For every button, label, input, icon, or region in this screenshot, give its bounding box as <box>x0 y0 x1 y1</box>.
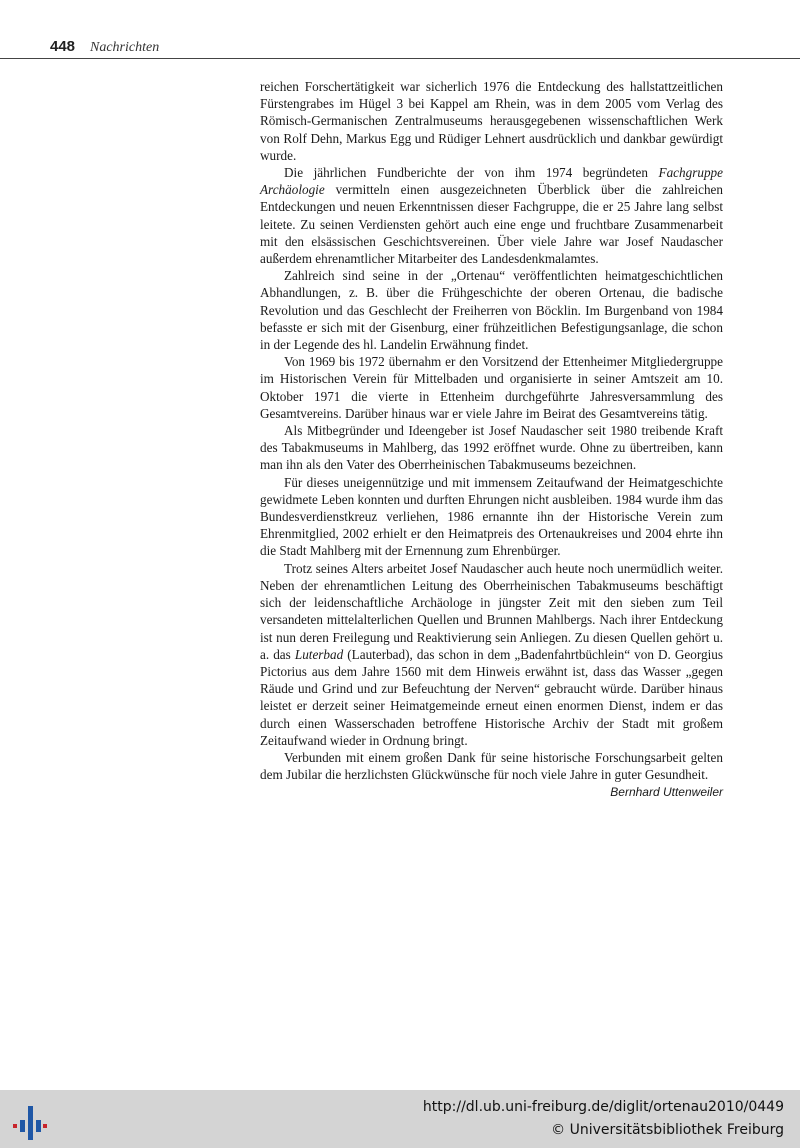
footer-url-link[interactable]: http://dl.ub.uni-freiburg.de/diglit/ortenau2010/0449 <box>422 1099 784 1115</box>
paragraph-2 <box>260 164 723 267</box>
footer-bar <box>0 1090 800 1148</box>
header-rule <box>0 58 800 59</box>
paragraph-7-italic: Luterbad <box>294 646 344 662</box>
paragraph-5: Als Mitbegründer und Ideengeber ist Josef Naudascher seit 1980 treibende Kraft des Tabakmuseums in Mahlberg, das 1992 eröffnet wurde. Ohne zu übertreiben, kann man ihn als den Vater des Oberrheinischen Tabakmuseums bezeichnen. <box>260 423 723 473</box>
article-body <box>260 78 723 802</box>
paragraph-3: Zahlreich sind seine in der „Ortenau“ veröffentlichten heimatgeschichtlichen Abhandlungen, z. B. über die Frühgeschichte der oberen Ortenau, die badische Revolution und das Geschlecht der Freiherren von Böcklin. Im Burgenband von 1984 befasste er sich mit der Gisenburg, einer frühzeitlichen Befestigungsanlage, die schon in der Legende des hl. Landelin Erwähnung findet. <box>260 268 723 353</box>
paragraph-7 <box>260 560 723 749</box>
page-number: 448 <box>50 38 76 55</box>
paragraph-4: Von 1969 bis 1972 übernahm er den Vorsitzend der Ettenheimer Mitgliedergruppe im Historischen Verein für Mittelbaden und organisierte in seiner Amtszeit am 10. Oktober 1971 die vierte in Ettenheim durchgeführte Jahresversammlung des Gesamtvereins. Darüber hinaus war er viele Jahre im Beirat des Gesamtvereins tätig. <box>260 354 723 421</box>
page-header <box>0 0 800 60</box>
paragraph-2-text-a: Die jährlichen Fundberichte der von ihm 1974 begründeten <box>284 165 659 181</box>
section-title: Nachrichten <box>90 40 160 55</box>
ub-freiburg-logo-icon <box>12 1104 48 1142</box>
author-signature: Bernhard Uttenweiler <box>610 785 723 800</box>
paragraph-2-text-b: vermitteln einen ausgezeichneten Überblick über die zahlreichen Entdeckungen und neuen Erkenntnissen dieser Fachgruppe, die er 25 Jahre lang selbst leitete. Zu seinen Verdiensten gehört auch eine enge und fruchtbare Zusammenarbeit mit den elsässischen Geschichtsvereinen. Über viele Jahre war Josef Naudascher außerdem ehrenamtlicher Mitarbeiter des Landesdenkmalamtes. <box>260 182 723 267</box>
paragraph-6: Für dieses uneigennützige und mit immensem Zeitaufwand der Heimatgeschichte gewidmete Leben konnten und durften Ehrungen nicht ausbleiben. 1984 wurde ihm das Bundesverdienstkreuz verliehen, 1986 ernannte ihn der Historische Verein zum Ehrenmitglied, 2002 erhielt er den Heimatpreis des Ortenaukreises und 2004 ehrte ihn die Stadt Mahlberg mit der Ernennung zum Ehrenbürger. <box>260 474 723 559</box>
footer-copyright: © Universitätsbibliothek Freiburg <box>551 1122 784 1138</box>
paragraph-7-text-b: (Lauterbad), das schon in dem „Badenfahrtbüchlein“ von D. Georgius Pictorius aus dem Jahre 1560 mit dem Hinweis erwähnt ist, dass das Wasser „gegen Räude und Grind und zur Befeuchtung der Nerven“ gebraucht würde. Darüber hinaus leistet er derzeit seiner Heimatgemeinde erneut einen enormen Dienst, indem er das durch einen Wasserschaden betroffene Historische Archiv der Stadt mit großem Zeitaufwand wieder in Ordnung bringt. <box>260 646 724 748</box>
paragraph-7-text-a: Trotz seines Alters arbeitet Josef Naudascher auch heute noch unermüdlich weiter. Neben der ehrenamtlichen Leitung des Oberrheinischen Tabakmuseums beschäftigt sich der leidenschaftliche Archäologe in jüngster Zeit mit den sieben zum Teil versandeten mittelalterlichen Quellen und Brunnen Mahlbergs. Nach ihrer Entdeckung ist nun deren Freilegung und Reaktivierung sein Anliegen. Zu diesen Quellen gehört u. a. das <box>260 560 723 662</box>
paragraph-1: reichen Forschertätigkeit war sicherlich 1976 die Entdeckung des hallstattzeitlichen Fürstengrabes im Hügel 3 bei Kappel am Rhein, was in dem 2005 vom Verlag des Römisch-Germanischen Zentralmuseums herausgegebenen wissenschaftlichen Werk von Rolf Dehn, Markus Egg und Rüdiger Lehnert ausdrücklich und dankbar gewürdigt wurde. <box>260 79 723 163</box>
paragraph-8: Verbunden mit einem großen Dank für seine historische Forschungsarbeit gelten dem Jubilar die herzlichsten Glückwünsche für noch viele Jahre in guter Gesundheit. <box>260 749 723 783</box>
paragraph-2-italic: Fachgruppe Archäologie <box>260 165 723 198</box>
